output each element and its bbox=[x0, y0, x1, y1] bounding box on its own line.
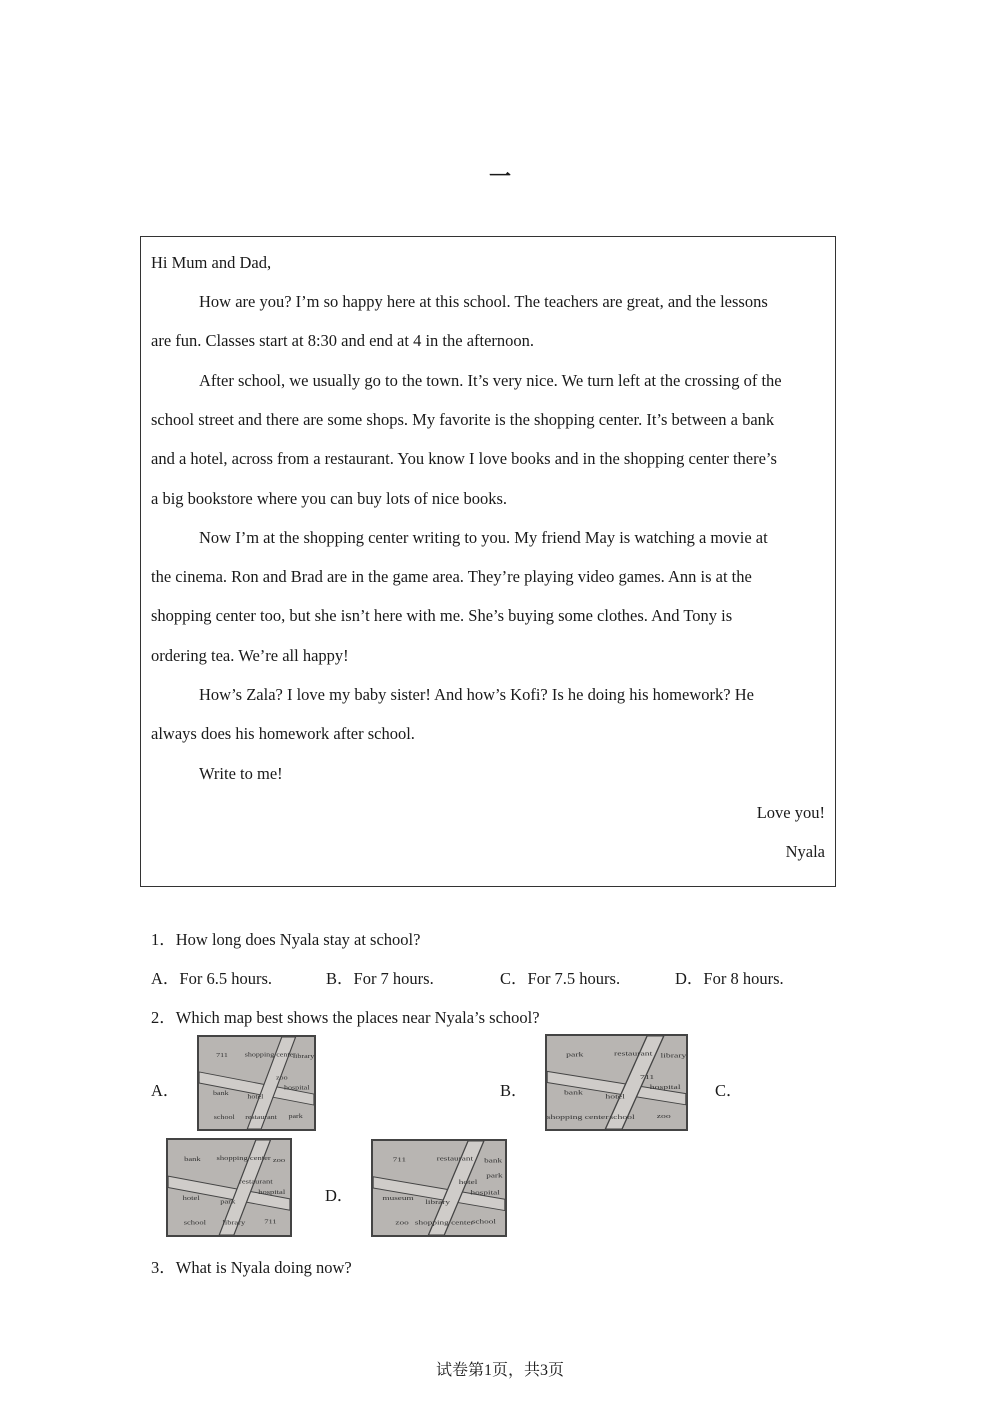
question-1 bbox=[151, 926, 420, 950]
map-option-a-label[interactable]: A． bbox=[151, 1081, 180, 1100]
street-map bbox=[373, 1141, 505, 1235]
street-map bbox=[547, 1036, 686, 1129]
map-place-label: library bbox=[222, 1218, 246, 1227]
q1-option-d[interactable]: D．For 8 hours. bbox=[675, 969, 784, 988]
map-place-label: park bbox=[486, 1171, 503, 1180]
map-option-b-image[interactable] bbox=[545, 1034, 688, 1131]
map-place-label: museum bbox=[382, 1194, 414, 1202]
map-place-label: hospital bbox=[470, 1188, 500, 1197]
map-place-label: restaurant bbox=[614, 1050, 653, 1058]
letter-line: Write to me! bbox=[199, 763, 283, 783]
section-title: 一 bbox=[488, 164, 511, 189]
question-2 bbox=[151, 1004, 540, 1028]
street-map bbox=[168, 1140, 290, 1235]
map-place-label: bank bbox=[484, 1156, 503, 1165]
map-place-label: restaurant bbox=[239, 1177, 273, 1186]
question-text: What is Nyala doing now? bbox=[175, 1258, 352, 1277]
map-place-label: 711 bbox=[392, 1155, 407, 1164]
map-place-label: hospital bbox=[649, 1083, 681, 1091]
map-place-label: park bbox=[566, 1050, 584, 1059]
map-option-a-image[interactable] bbox=[197, 1035, 316, 1131]
map-option-b-label[interactable]: B． bbox=[500, 1081, 528, 1100]
map-place-label: 711 bbox=[639, 1073, 655, 1081]
map-place-label: library bbox=[425, 1198, 450, 1206]
letter-signature: Nyala bbox=[785, 842, 825, 861]
map-place-label: restaurant bbox=[245, 1113, 277, 1121]
letter-line: the cinema. Ron and Brad are in the game area. They’re playing video games. Ann is at the bbox=[151, 567, 752, 587]
question-number: 2． bbox=[151, 1008, 176, 1027]
map-place-label: hospital bbox=[258, 1188, 286, 1196]
map-place-label: hotel bbox=[605, 1092, 625, 1100]
letter-line: school street and there are some shops. My favorite is the shopping center. It’s between a bank bbox=[151, 409, 775, 429]
map-place-label: zoo bbox=[272, 1155, 286, 1164]
letter-line: and a hotel, across from a restaurant. You know I love books and in the shopping center there’s bbox=[151, 449, 777, 469]
map-place-label: zoo bbox=[276, 1074, 288, 1082]
map-option-c-image[interactable] bbox=[166, 1138, 292, 1237]
map-place-label: shopping center bbox=[414, 1218, 474, 1227]
map-place-label: hotel bbox=[458, 1178, 478, 1186]
letter-line: After school, we usually go to the town. It’s very nice. We turn left at the crossing of the bbox=[199, 370, 782, 390]
map-place-label: zoo bbox=[656, 1112, 671, 1120]
letter-box bbox=[140, 236, 836, 887]
map-place-label: bank bbox=[213, 1089, 229, 1097]
map-place-label: hotel bbox=[182, 1193, 200, 1202]
question-number: 1． bbox=[151, 930, 176, 949]
map-place-label: library bbox=[660, 1051, 686, 1059]
letter-line: are fun. Classes start at 8:30 and end at 4 in the afternoon. bbox=[151, 331, 535, 351]
q1-option-a[interactable]: A．For 6.5 hours. bbox=[151, 969, 273, 988]
letter-line: How’s Zala? I love my baby sister! And how’s Kofi? Is he doing his homework? He bbox=[199, 685, 754, 704]
street-map bbox=[199, 1037, 314, 1129]
map-option-c-label[interactable]: C． bbox=[715, 1081, 743, 1100]
map-place-label: 711 bbox=[216, 1051, 228, 1060]
letter-line: How are you? I’m so happy here at this school. The teachers are great, and the lessons bbox=[199, 292, 768, 311]
q1-option-c[interactable]: C．For 7.5 hours. bbox=[500, 969, 621, 988]
map-place-label: school bbox=[213, 1113, 235, 1121]
question-number: 3． bbox=[151, 1258, 176, 1277]
question-3 bbox=[151, 1254, 352, 1278]
map-place-label: bank bbox=[563, 1089, 583, 1097]
map-place-label: hotel bbox=[247, 1093, 264, 1101]
letter-line: a big bookstore where you can buy lots of nice books. bbox=[151, 488, 508, 508]
map-place-label: school bbox=[609, 1113, 635, 1121]
map-place-label: park bbox=[288, 1112, 303, 1120]
map-place-label: shopping center bbox=[547, 1113, 609, 1121]
map-place-label: 711 bbox=[264, 1217, 277, 1226]
q1-option-b[interactable]: B．For 7 hours. bbox=[326, 969, 434, 988]
map-place-label: restaurant bbox=[436, 1154, 474, 1163]
letter-line: always does his homework after school. bbox=[151, 724, 415, 744]
letter-line: shopping center too, but she isn’t here with me. She’s buying some clothes. And Tony is bbox=[151, 606, 733, 626]
map-place-label: zoo bbox=[395, 1218, 409, 1227]
map-place-label: bank bbox=[184, 1154, 201, 1163]
map-place-label: shopping center bbox=[244, 1051, 296, 1059]
question-text: Which map best shows the places near Nyala’s school? bbox=[175, 1008, 540, 1027]
map-place-label: hospital bbox=[284, 1084, 310, 1092]
letter-greeting: Hi Mum and Dad, bbox=[151, 253, 272, 272]
map-option-d-image[interactable] bbox=[371, 1139, 507, 1237]
map-place-label: school bbox=[471, 1217, 496, 1226]
question-text: How long does Nyala stay at school? bbox=[175, 930, 421, 949]
map-option-d-label[interactable]: D． bbox=[325, 1186, 354, 1205]
letter-line: ordering tea. We’re all happy! bbox=[151, 645, 349, 665]
letter-closing: Love you! bbox=[756, 803, 825, 822]
letter-line: Now I’m at the shopping center writing to you. My friend May is watching a movie at bbox=[199, 527, 768, 547]
map-place-label: school bbox=[183, 1218, 206, 1227]
map-place-label: shopping center bbox=[216, 1153, 271, 1162]
map-place-label: park bbox=[220, 1197, 236, 1206]
map-place-label: library bbox=[292, 1052, 314, 1060]
page-footer: 试卷第1页，共3页 bbox=[435, 1362, 564, 1379]
